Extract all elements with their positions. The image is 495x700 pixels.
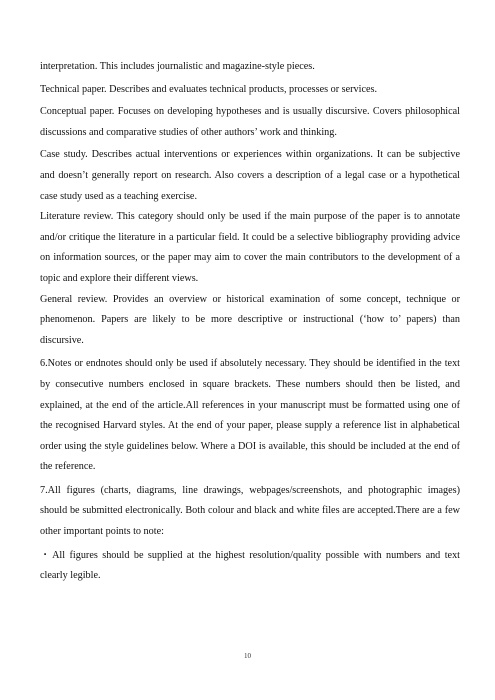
paragraph-literature-review: Literature review. This category should only be used if the main purpose of the paper is to annotate and/or critique the literature in a particular field. It could be a selective bibliography providing advice on information sources, or the paper may aim to cover the main contributors to the development of a topic and explore their different views. [40,211,460,284]
paragraph-notes-references: 6.Notes or endnotes should only be used if absolutely necessary. They should be identified in the text by consecutive numbers enclosed in square brackets. These numbers should then be listed, and explained, at the end of the article.All references in your manuscript must be formatted using one of the recognised Harvard styles. At the end of your paper, please supply a reference list in alphabetical order using the style guidelines below. Where a DOI is available, this should be included at the end of the reference. [40,358,460,473]
page-number: 10 [244,652,251,660]
paragraph-interpretation-continued: interpretation. This includes journalistic and magazine-style pieces. [40,61,315,72]
paragraph-figures-bullet: ・All figures should be supplied at the highest resolution/quality possible with numbers and text clearly legible. [40,549,460,582]
paragraph-general-review: General review. Provides an overview or historical examination of some concept, technique or phenomenon. Papers are likely to be more descriptive or instructional (‘how to’ papers) than discursive. [40,293,460,346]
paragraph-figures: 7.All figures (charts, diagrams, line drawings, webpages/screenshots, and photographic images) should be submitted electronically. Both colour and black and white files are accepted.There are a few other important points to note: [40,484,460,538]
paragraph-conceptual-paper: Conceptual paper. Focuses on developing hypotheses and is usually discursive. Covers philosophical discussions and comparative studies of other authors’ work and thinking. [40,106,460,138]
paragraph-technical-paper: Technical paper. Describes and evaluates technical products, processes or services. [40,83,378,95]
document-body [40,57,460,587]
paragraph-case-study: Case study. Describes actual interventions or experiences within organizations. It can be subjective and doesn’t generally report on research. Also covers a description of a legal case or a hypothetical case study used as a teaching exercise. [40,149,460,202]
